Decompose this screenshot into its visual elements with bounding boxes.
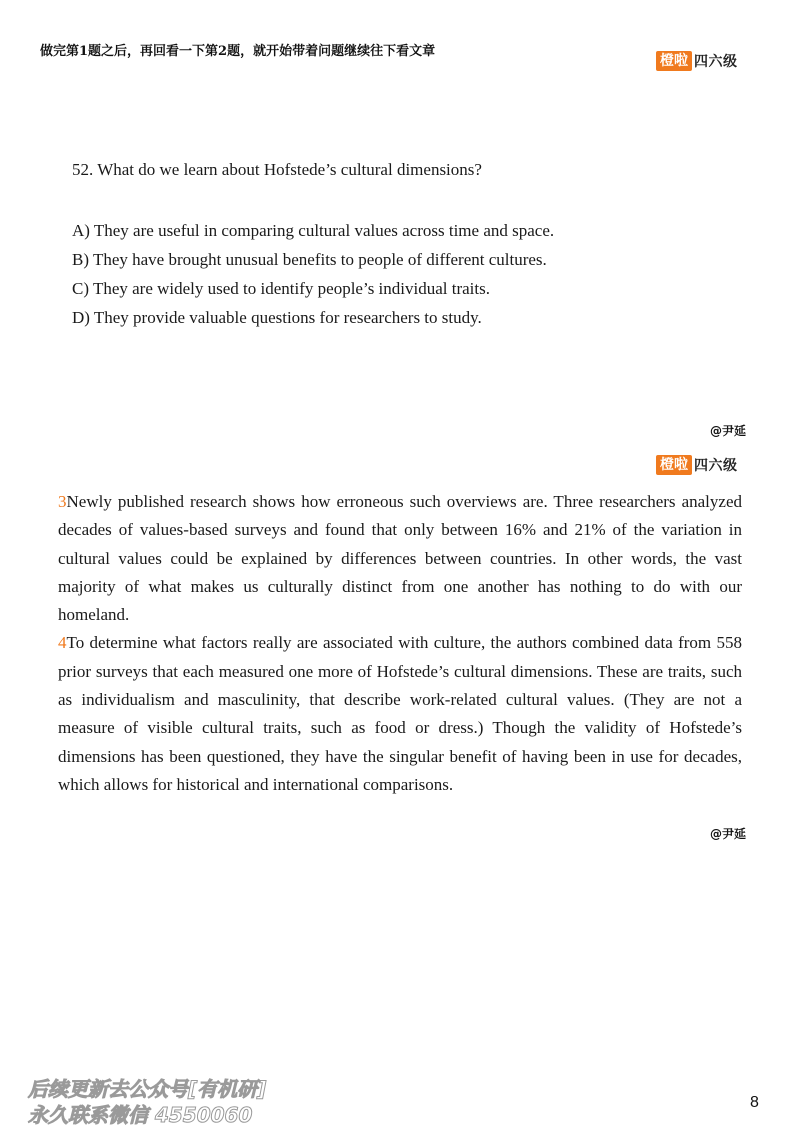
watermark-line: 永久联系微信 4550060	[28, 1103, 253, 1127]
option-c: C) They are widely used to identify people’s individual traits.	[72, 279, 490, 298]
paragraph-4	[58, 629, 742, 799]
paragraph-text: To determine what factors really are associated with culture, the authors combined data from 558 prior surveys that each measured one more of Hofstede’s cultural dimensions. These are traits, such as individualism and masculinity, that describe work-related cultural values. (They are not a measure of visible cultural traits, such as food or dress.) Though the validity of Hofstede’s dimensions has been questioned, they have the singular benefit of having been in use for decades, which allows for historical and international comparisons.	[58, 633, 742, 794]
reading-passage	[58, 488, 742, 799]
answer-options	[72, 218, 554, 334]
question-stem: 52. What do we learn about Hofstede’s cultural dimensions?	[72, 160, 482, 179]
brand-level: 四六级	[694, 54, 738, 70]
paragraph-text: Newly published research shows how erroneous such overviews are. Three researchers analyzed decades of values-based surveys and found that only between 16% and 21% of the variation in cultural values could be explained by differences between countries. In other words, the vast majority of what makes us culturally distinct from one another has nothing to do with our homeland.	[58, 492, 742, 625]
paragraph-number: 4	[58, 633, 67, 653]
paragraph-3	[58, 488, 742, 629]
brand-logo	[656, 455, 738, 475]
watermark	[28, 1076, 266, 1128]
brand-logo	[656, 51, 738, 71]
option-b: B) They have brought unusual benefits to people of different cultures.	[72, 250, 547, 269]
author-credit: @尹延	[710, 424, 747, 438]
option-d: D) They provide valuable questions for researchers to study.	[72, 308, 482, 327]
paragraph-number: 3	[58, 492, 67, 511]
brand-badge: 橙啦	[656, 455, 692, 475]
author-credit: @尹延	[710, 827, 747, 841]
option-a: A) They are useful in comparing cultural values across time and space.	[72, 221, 555, 240]
page-number: 8	[750, 1094, 759, 1111]
watermark-line: 后续更新去公众号[有机研]	[28, 1077, 267, 1101]
reading-instruction: 做完第1题之后，再回看一下第2题，就开始带着问题继续往下看文章	[40, 44, 436, 59]
brand-badge: 橙啦	[656, 51, 692, 71]
brand-level: 四六级	[694, 458, 738, 474]
